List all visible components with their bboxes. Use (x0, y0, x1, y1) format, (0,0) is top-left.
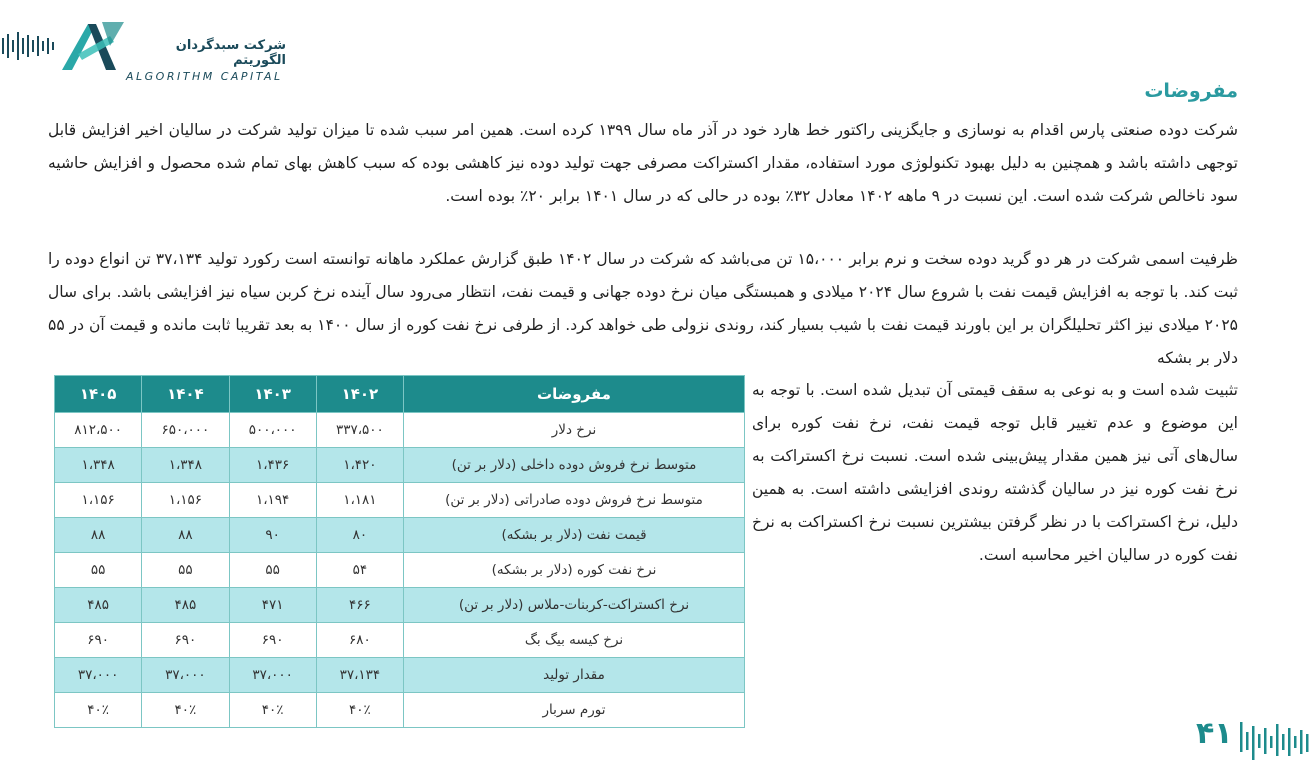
table-cell: ۸۱۲،۵۰۰ (55, 413, 142, 448)
table-header-cell: ۱۴۰۳ (229, 376, 316, 413)
table-cell: ۶۹۰ (55, 623, 142, 658)
table-cell: ۴۰٪ (55, 693, 142, 728)
table-cell: ۳۳۷،۵۰۰ (316, 413, 403, 448)
table-cell: ۱،۳۴۸ (55, 448, 142, 483)
table-row (55, 413, 745, 448)
section-title: مفروضات (1144, 80, 1238, 102)
table-cell: ۴۶۶ (316, 588, 403, 623)
footer-sound-bars-icon (1238, 716, 1312, 766)
table-cell: ۱،۳۴۸ (142, 448, 229, 483)
row-label: نرخ نفت کوره (دلار بر بشکه) (404, 553, 745, 588)
table-row (55, 588, 745, 623)
row-label: متوسط نرخ فروش دوده داخلی (دلار بر تن) (404, 448, 745, 483)
table-cell: ۶۹۰ (142, 623, 229, 658)
table-cell: ۱،۱۵۶ (55, 483, 142, 518)
table-cell: ۱،۱۹۴ (229, 483, 316, 518)
logo-sound-bars-icon (2, 26, 58, 66)
table-header-cell: ۱۴۰۴ (142, 376, 229, 413)
table-cell: ۴۷۱ (229, 588, 316, 623)
paragraph-2: ظرفیت اسمی شرکت در هر دو گرید دوده سخت و نرم برابر ۱۵،۰۰۰ تن می‌باشد که شرکت در سال ۱۴۰۲ طبق گزارش عملکرد ماهانه توانسته است رکورد تولید ۳۷،۱۳۴ تن انواع دوده را ثبت کند. با توجه به افزایش قیمت نفت با شروع سال ۲۰۲۴ میلادی و همبستگی میان نرخ دوده جهانی و قیمت نفت، انتظار می‌رود سال آینده نرخ کربن سیاه نیز افزایشی باشد. برای سال ۲۰۲۵ میلادی نیز اکثر تحلیلگران بر این باورند قیمت نفت با شیب بسیار کند، روندی نزولی طی خواهد کرد. از طرفی نرخ نفت کوره از سال ۱۴۰۰ به بعد تقریبا ثابت مانده و قیمت آن در ۵۵ دلار بر بشکه (48, 250, 1238, 367)
assumptions-table (54, 375, 745, 728)
algorithm-capital-logo-icon (58, 20, 128, 72)
table-cell: ۳۷،۱۳۴ (316, 658, 403, 693)
row-label: نرخ کیسه بیگ بگ (404, 623, 745, 658)
table-cell: ۱،۱۵۶ (142, 483, 229, 518)
table-cell: ۹۰ (229, 518, 316, 553)
table-cell: ۶۵۰،۰۰۰ (142, 413, 229, 448)
row-label: نرخ دلار (404, 413, 745, 448)
table-cell: ۸۸ (142, 518, 229, 553)
paragraph-3: تثبیت شده است و به نوعی به سقف قیمتی آن تبدیل شده است. با توجه به این موضوع و عدم تغییر قابل توجه قیمت نفت، نرخ نفت کوره برای سال‌های آتی نیز همین مقدار پیش‌بینی شده است. نسبت نرخ اکستراکت به نرخ نفت کوره نیز در سالیان گذشته روندی افزایشی داشته است. به همین دلیل، نرخ اکستراکت با در نظر گرفتن بیشترین نسبت نرخ اکستراکت به نرخ نفت کوره در سالیان اخیر محاسبه است. (752, 381, 1238, 564)
table-row (55, 693, 745, 728)
table-cell: ۶۹۰ (229, 623, 316, 658)
table-row (55, 448, 745, 483)
table-row (55, 553, 745, 588)
table-cell: ۳۷،۰۰۰ (229, 658, 316, 693)
table-cell: ۵۵ (229, 553, 316, 588)
table-cell: ۶۸۰ (316, 623, 403, 658)
table-cell: ۴۰٪ (142, 693, 229, 728)
table-cell: ۸۸ (55, 518, 142, 553)
table-cell: ۵۵ (55, 553, 142, 588)
company-name-fa: شرکت سبدگردان الگوریتم (175, 38, 286, 68)
table-cell: ۴۸۵ (55, 588, 142, 623)
table-row (55, 483, 745, 518)
paragraph-1: شرکت دوده صنعتی پارس اقدام به نوسازی و جایگزینی راکتور خط هارد خود در آذر ماه سال ۱۳۹۹ کرده است. همین امر سبب شده تا میزان تولید شرکت در سالیان اخیر افزایش قابل توجهی داشته باشد و همچنین به دلیل بهبود تکنولوژی مورد استفاده، مقدار اکستراکت مصرفی جهت تولید دوده نیز کاهشی بوده که سبب کاهش بهای تمام شده محصول و افزایش حاشیه سود ناخالص شرکت شده است. این نسبت در ۹ ماهه ۱۴۰۲ معادل ۳۲٪ بوده در حالی که در سال ۱۴۰۱ برابر ۲۰٪ بوده است. (48, 121, 1238, 205)
row-label: متوسط نرخ فروش دوده صادراتی (دلار بر تن) (404, 483, 745, 518)
table-cell: ۸۰ (316, 518, 403, 553)
table-cell: ۱،۴۳۶ (229, 448, 316, 483)
table-header-cell: مفروضات (404, 376, 745, 413)
table-row (55, 623, 745, 658)
table-cell: ۱،۱۸۱ (316, 483, 403, 518)
row-label: قیمت نفت (دلار بر بشکه) (404, 518, 745, 553)
table-row (55, 518, 745, 553)
table-header-cell: ۱۴۰۲ (316, 376, 403, 413)
table-cell: ۵۵ (142, 553, 229, 588)
logo-text (126, 38, 286, 83)
table-cell: ۴۰٪ (316, 693, 403, 728)
table-cell: ۴۸۵ (142, 588, 229, 623)
table-cell: ۴۰٪ (229, 693, 316, 728)
table-header-row (55, 376, 745, 413)
table-cell: ۵۴ (316, 553, 403, 588)
table-cell: ۵۰۰،۰۰۰ (229, 413, 316, 448)
table-header-cell: ۱۴۰۵ (55, 376, 142, 413)
table-cell: ۳۷،۰۰۰ (55, 658, 142, 693)
row-label: تورم سربار (404, 693, 745, 728)
table-row (55, 658, 745, 693)
row-label: مقدار تولید (404, 658, 745, 693)
company-name-en: ALGORITHM CAPITAL (126, 70, 283, 83)
row-label: نرخ اکستراکت-کربنات-ملاس (دلار بر تن) (404, 588, 745, 623)
page-number: ۴۱ (1196, 716, 1233, 751)
table-cell: ۳۷،۰۰۰ (142, 658, 229, 693)
table-cell: ۱،۴۲۰ (316, 448, 403, 483)
